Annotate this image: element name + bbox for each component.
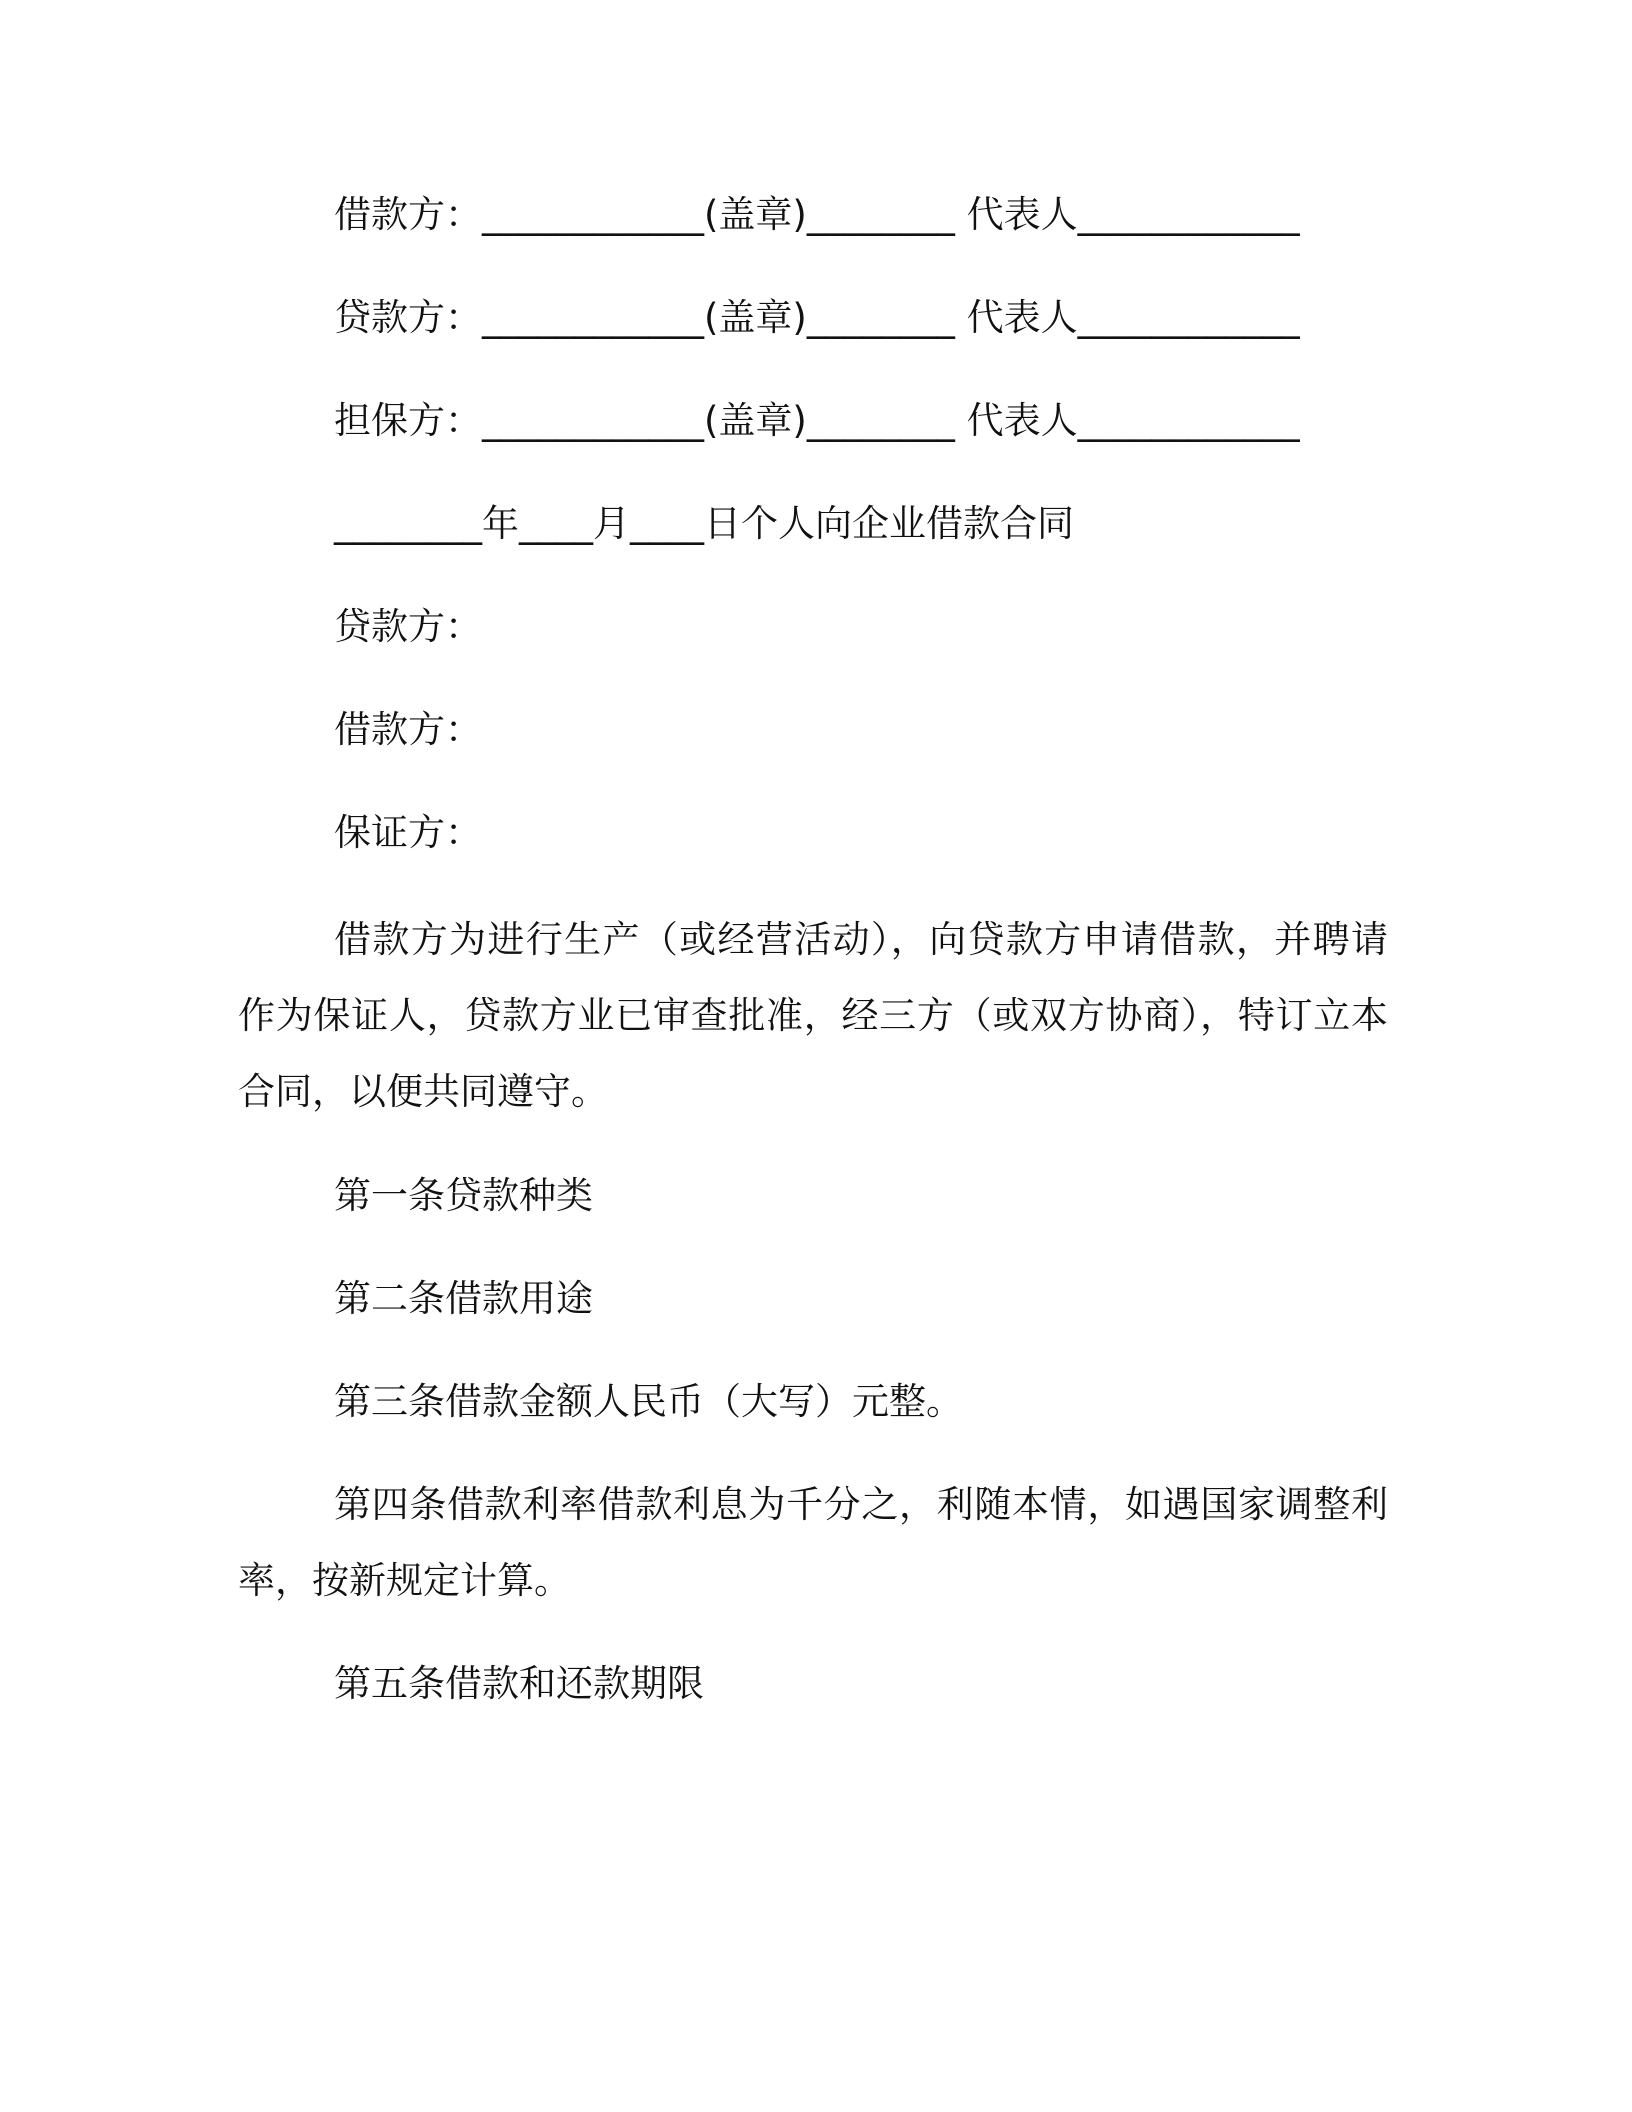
- article-5-heading: 第五条借款和还款期限: [334, 1662, 704, 1705]
- intro-text: 借款方为进行生产（或经营活动），向贷款方申请借款，并聘请作为保证人，贷款方业已审查批准，经三方（或双方协商），特订立本合同，以便共同遵守。: [238, 918, 1388, 1113]
- intro-paragraph: [238, 902, 1388, 1130]
- borrower-party-label: 借款方：: [334, 708, 482, 751]
- lender-signature-line: 贷款方：____________(盖章)________ 代表人____________: [334, 296, 1300, 339]
- guarantor-signature-line: 担保方：____________(盖章)________ 代表人____________: [334, 399, 1300, 442]
- borrower-signature-line: 借款方：____________(盖章)________ 代表人____________: [334, 193, 1300, 236]
- article-3-text: 第三条借款金额人民币（大写）元整。: [334, 1380, 963, 1423]
- article-2-heading: 第二条借款用途: [334, 1277, 593, 1320]
- article-4-text: 第四条借款利率借款利息为千分之，利随本情，如遇国家调整利率，按新规定计算。: [238, 1483, 1388, 1602]
- article-1-heading: 第一条贷款种类: [334, 1174, 593, 1217]
- article-4-paragraph: [238, 1467, 1388, 1619]
- guarantor-party-label: 保证方：: [334, 811, 482, 854]
- date-and-contract-title: ________年____月____日个人向企业借款合同: [334, 502, 1074, 545]
- lender-party-label: 贷款方：: [334, 605, 482, 648]
